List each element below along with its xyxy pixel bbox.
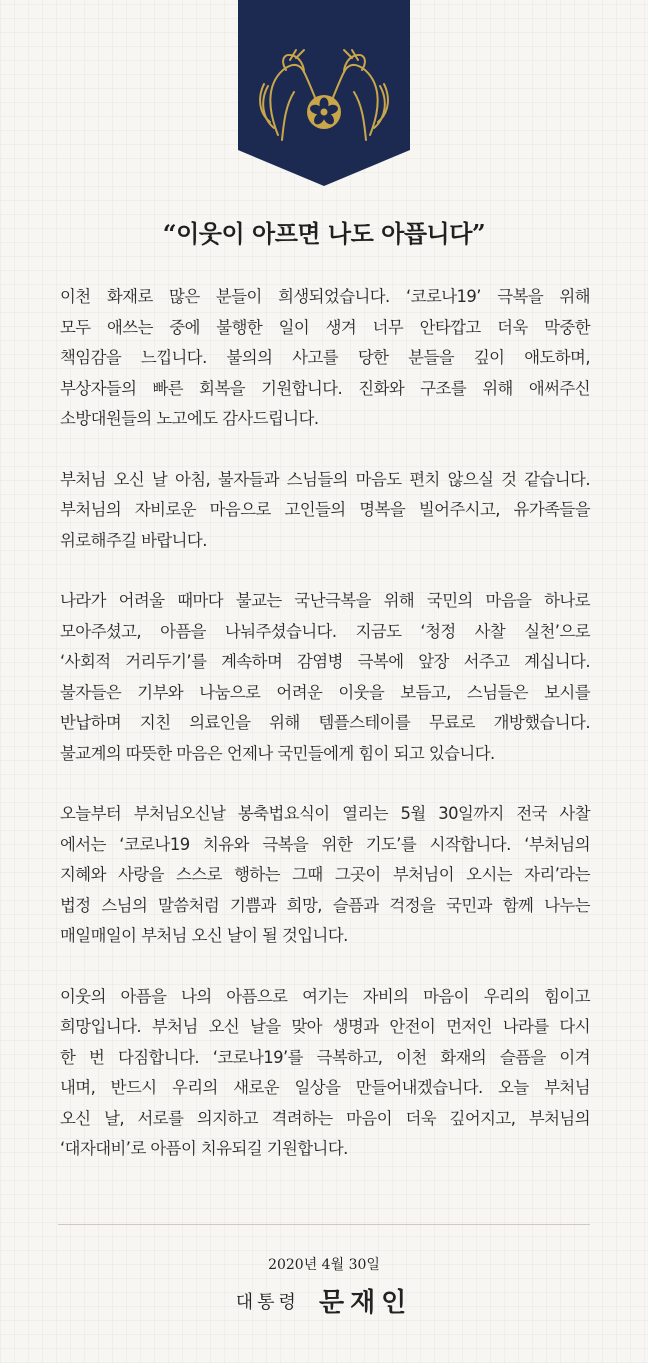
paragraph-line: 오늘부터 부처님오신날 봉축법요식이 열리는 5월 30일까지 전국 사찰 [60, 804, 590, 823]
paragraph [60, 282, 590, 435]
paragraph-line: 희망입니다. 부처님 오신 날을 맞아 생명과 안전이 먼저인 나라를 다시 [60, 1017, 590, 1036]
paragraph-line: 부상자들의 빠른 회복을 기원합니다. 진화와 구조를 위해 애써주신 [60, 378, 590, 398]
paragraph-line: 이천 화재로 많은 분들이 희생되었습니다. ‘코로나19’ 극복을 위해 [60, 287, 590, 306]
paragraph-line: 부처님의 자비로운 마음으로 고인들의 명복을 빌어주시고, 유가족들을 [60, 500, 590, 519]
paragraph-line: 모아주셨고, 아픔을 나눠주셨습니다. 지금도 ‘청정 사찰 실천’으로 [60, 621, 590, 641]
paragraph-line: 불자들은 기부와 나눔으로 어려운 이웃을 보듬고, 스님들은 보시를 [60, 682, 590, 702]
paragraph-line: 모두 애쓰는 중에 불행한 일이 생겨 너무 안타깝고 더욱 막중한 [60, 317, 590, 337]
paragraph [60, 465, 590, 557]
paragraph-line: 한 번 다짐합니다. ‘코로나19’를 극복하고, 이천 화재의 슬픔을 이겨 [60, 1047, 590, 1067]
paragraph-line: 오신 날, 서로를 의지하고 격려하는 마음이 더욱 깊어지고, 부처님의 [60, 1108, 590, 1128]
headline: “이웃이 아프면 나도 아픕니다” [162, 219, 486, 248]
paragraph [60, 586, 590, 769]
paragraph-line: 소방대원들의 노고에도 감사드립니다. [60, 409, 319, 428]
paragraph-line: 법정 스님의 말씀처럼 기쁨과 희망, 슬픔과 걱정을 국민과 함께 나누는 [60, 895, 590, 915]
paragraph-line: 에서는 ‘코로나19 치유와 극복을 위한 기도’를 시작합니다. ‘부처님의 [60, 834, 590, 854]
paragraph [60, 799, 590, 952]
paragraph-line: 책임감을 느낍니다. 불의의 사고를 당한 분들을 깊이 애도하며, [60, 348, 590, 367]
paragraph-line: 나라가 어려울 때마다 불교는 국난극복을 위해 국민의 마음을 하나로 [60, 591, 590, 610]
paragraph-line: 위로해주길 바랍니다. [60, 530, 207, 550]
signature-title: 대통령 [235, 1291, 300, 1313]
presidential-emblem-banner [238, 0, 410, 186]
paragraph-line: 부처님 오신 날 아침, 불자들과 스님들의 마음도 편치 않으실 것 같습니다. [60, 469, 590, 489]
paragraph-line: 이웃의 아픔을 나의 아픔으로 여기는 자비의 마음이 우리의 힘이고 [60, 986, 590, 1006]
paragraph-line: 매일매일이 부처님 오신 날이 될 것입니다. [60, 926, 348, 945]
paragraph-line: ‘사회적 거리두기’를 계속하며 감염병 극복에 앞장 서주고 계십니다. [60, 652, 590, 671]
signature-name: 문재인 [318, 1288, 413, 1318]
letter-date: 2020년 4월 30일 [268, 1257, 380, 1273]
paragraph-line: 내며, 반드시 우리의 새로운 일상을 만들어내겠습니다. 오늘 부처님 [60, 1078, 590, 1097]
paragraph-line: ‘대자대비’로 아픔이 치유되길 기원합니다. [60, 1139, 348, 1158]
paragraph-line: 지혜와 사랑을 스스로 행하는 그때 그곳이 부처님이 오시는 자리’라는 [60, 865, 590, 884]
paragraph [60, 982, 590, 1165]
signature [0, 1282, 648, 1319]
paragraph-line: 반납하며 지친 의료인을 위해 템플스테이를 무료로 개방했습니다. [60, 713, 590, 732]
divider [58, 1224, 590, 1225]
paragraph-line: 불교계의 따뜻한 마음은 언제나 국민들에게 힘이 되고 있습니다. [60, 743, 495, 763]
phoenix-emblem-icon [238, 0, 410, 186]
letter-body [60, 282, 590, 1195]
